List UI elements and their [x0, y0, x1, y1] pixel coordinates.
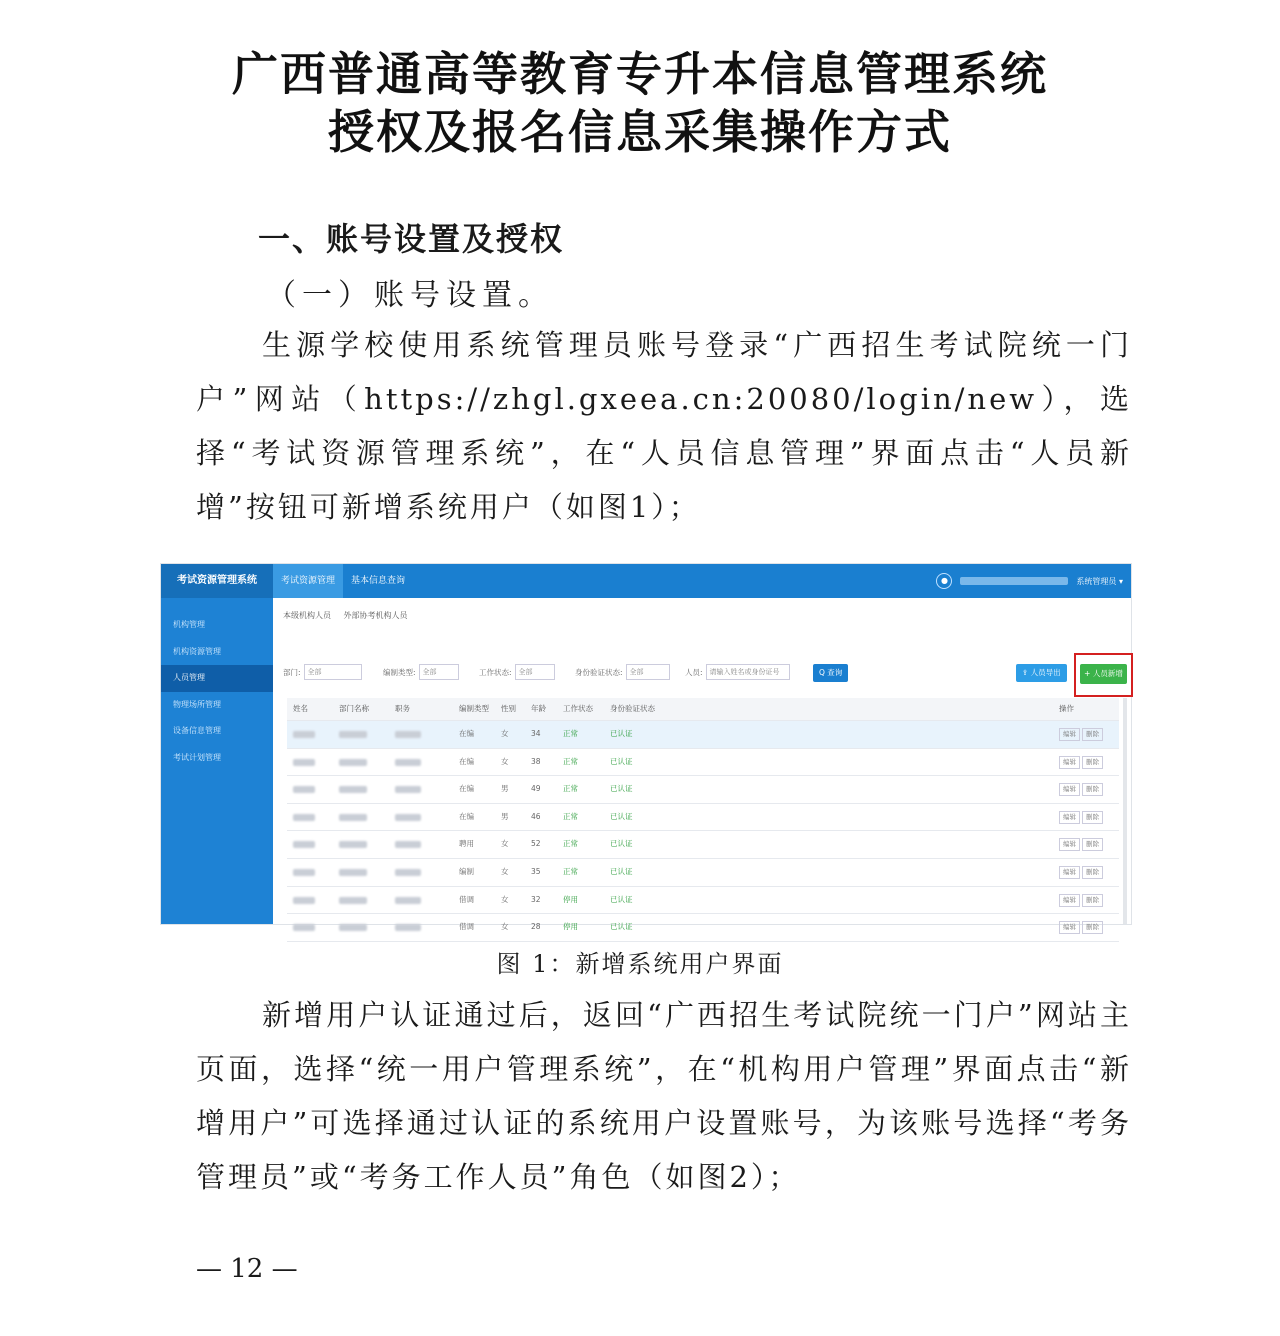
tab-external-staff[interactable]: 外部协考机构人员: [343, 611, 408, 620]
cell-age: 49: [531, 784, 541, 794]
blurred-name: [293, 887, 315, 915]
blurred-name: [293, 749, 315, 777]
cell-sex: 女: [501, 756, 509, 766]
blurred-user-name: [960, 577, 1068, 585]
user-menu[interactable]: [936, 564, 1123, 598]
filter-verify-label: 身份验证状态:: [575, 667, 623, 677]
top-navbar: [161, 564, 1131, 598]
blurred-position: [395, 859, 421, 887]
row-actions: [1059, 776, 1105, 802]
delete-button[interactable]: 删除: [1082, 756, 1103, 769]
cell-type: 借调: [459, 894, 474, 904]
col-position: 职务: [395, 704, 410, 713]
page-number: — 12 —: [196, 1254, 298, 1284]
cell-work-status: 正常: [563, 839, 578, 849]
delete-button[interactable]: 删除: [1082, 783, 1103, 796]
delete-button[interactable]: 删除: [1082, 728, 1103, 741]
filter-type: [383, 664, 459, 680]
blurred-position: [395, 749, 421, 777]
cell-type: 编制: [459, 866, 474, 876]
doc-title-line2: 授权及报名信息采集操作方式: [328, 105, 952, 159]
delete-button[interactable]: 删除: [1082, 866, 1103, 879]
cell-type: 在编: [459, 784, 474, 794]
row-actions: [1059, 859, 1105, 885]
tab-basic-info-query[interactable]: 基本信息查询: [351, 576, 406, 586]
col-type: 编制类型: [459, 704, 489, 713]
cell-sex: 男: [501, 784, 509, 794]
cell-type: 在编: [459, 729, 474, 738]
cell-verify-status: 已认证: [610, 729, 633, 738]
cell-age: 28: [531, 922, 541, 932]
cell-work-status: 正常: [563, 866, 578, 876]
subsection-heading: （一）账号设置。: [266, 278, 554, 313]
table-row[interactable]: [287, 721, 1119, 749]
blurred-dept: [339, 804, 367, 832]
blurred-name: [293, 859, 315, 887]
edit-button[interactable]: 编辑: [1059, 838, 1080, 851]
col-actions: 操作: [1059, 704, 1074, 713]
search-button[interactable]: Q 查询: [813, 664, 848, 682]
blurred-dept: [339, 914, 367, 942]
sidebar-item-exam-plan[interactable]: 考试计划管理: [173, 752, 221, 762]
delete-button[interactable]: 删除: [1082, 838, 1103, 851]
tab-exam-resource[interactable]: 考试资源管理: [273, 564, 343, 598]
sidebar-item-venue[interactable]: 物理场所管理: [173, 699, 221, 709]
row-actions: [1059, 804, 1105, 830]
blurred-dept: [339, 859, 367, 887]
table-row[interactable]: [287, 914, 1119, 942]
table-row[interactable]: [287, 887, 1119, 915]
row-actions: [1059, 721, 1105, 747]
cell-work-status: 正常: [563, 784, 578, 794]
cell-verify-status: 已认证: [610, 839, 633, 849]
add-person-button[interactable]: + 人员新增: [1080, 664, 1127, 684]
edit-button[interactable]: 编辑: [1059, 756, 1080, 769]
doc-title-line1: 广西普通高等教育专升本信息管理系统: [232, 47, 1048, 101]
edit-button[interactable]: 编辑: [1059, 894, 1080, 907]
dept-select[interactable]: 全部: [304, 664, 362, 680]
cell-verify-status: 已认证: [610, 866, 633, 876]
section-heading: 一、账号设置及授权: [258, 220, 565, 258]
tab-internal-staff[interactable]: 本级机构人员: [283, 611, 331, 620]
col-verify-status: 身份验证状态: [610, 704, 655, 713]
verify-select[interactable]: 全部: [626, 664, 670, 680]
user-avatar-icon: ●: [936, 573, 952, 589]
filter-work-label: 工作状态:: [479, 667, 512, 677]
blurred-position: [395, 721, 421, 749]
table-header: [287, 698, 1119, 721]
blurred-position: [395, 804, 421, 832]
sidebar-item-org[interactable]: 机构管理: [173, 620, 205, 629]
col-dept: 部门名称: [339, 704, 369, 713]
sidebar-item-org-resource[interactable]: 机构资源管理: [173, 646, 221, 656]
cell-age: 35: [531, 866, 541, 876]
col-sex: 性别: [501, 704, 516, 713]
filter-work: [479, 664, 555, 680]
figure-1-screenshot: [160, 563, 1132, 932]
col-work-status: 工作状态: [563, 704, 593, 713]
blurred-position: [395, 831, 421, 859]
col-name: 姓名: [293, 704, 308, 713]
cell-type: 借调: [459, 922, 474, 932]
cell-sex: 女: [501, 729, 509, 738]
filter-type-label: 编制类型:: [383, 667, 416, 677]
cell-sex: 女: [501, 922, 509, 932]
edit-button[interactable]: 编辑: [1059, 783, 1080, 796]
edit-button[interactable]: 编辑: [1059, 811, 1080, 824]
table-row[interactable]: [287, 749, 1119, 777]
cell-work-status: 正常: [563, 811, 578, 821]
paragraph-user-role: 新增用户认证通过后，返回“广西招生考试院统一门户”网站主页面，选择“统一用户管理系统”，在“机构用户管理”界面点击“新增用户”可选择通过认证的系统用户设置账号，为该账号选择“考务管理员”或“考务工作人员”角色（如图2）；: [196, 998, 1132, 1194]
blurred-name: [293, 776, 315, 804]
sub-tabs: [283, 610, 418, 621]
filter-person: [685, 664, 790, 680]
table-row[interactable]: [287, 804, 1119, 832]
cell-age: 34: [531, 729, 541, 738]
delete-button[interactable]: 删除: [1082, 811, 1103, 824]
cell-verify-status: 已认证: [610, 784, 633, 794]
table-body: [287, 721, 1119, 942]
main-panel: [273, 598, 1131, 932]
cell-age: 32: [531, 894, 541, 904]
cell-work-status: 正常: [563, 756, 578, 766]
highlight-box: [1074, 653, 1133, 697]
cell-work-status: 停用: [563, 922, 578, 932]
table-scrollbar[interactable]: [1123, 698, 1127, 924]
cell-verify-status: 已认证: [610, 811, 633, 821]
table-row[interactable]: [287, 831, 1119, 859]
cell-work-status: 正常: [563, 729, 578, 738]
blurred-dept: [339, 721, 367, 749]
blurred-position: [395, 887, 421, 915]
filter-dept-label: 部门:: [283, 667, 301, 677]
cell-work-status: 停用: [563, 894, 578, 904]
cell-type: 在编: [459, 811, 474, 821]
cell-verify-status: 已认证: [610, 756, 633, 766]
blurred-dept: [339, 749, 367, 777]
type-select[interactable]: 全部: [419, 664, 459, 680]
cell-verify-status: 已认证: [610, 894, 633, 904]
figure-caption: 图 1：新增系统用户界面: [496, 950, 784, 978]
cell-sex: 女: [501, 894, 509, 904]
work-select[interactable]: 全部: [515, 664, 555, 680]
blurred-position: [395, 776, 421, 804]
blurred-name: [293, 721, 315, 749]
cell-age: 38: [531, 756, 541, 766]
user-role: 系统管理员 ▾: [1076, 576, 1123, 586]
filter-person-label: 人员:: [685, 667, 703, 677]
filter-dept: [283, 664, 362, 680]
blurred-name: [293, 914, 315, 942]
sidebar-item-personnel[interactable]: 人员管理: [161, 665, 273, 692]
blurred-name: [293, 831, 315, 859]
sidebar-item-device[interactable]: 设备信息管理: [173, 726, 221, 736]
export-button[interactable]: ⇪ 人员导出: [1016, 664, 1067, 682]
row-actions: [1059, 831, 1105, 857]
sidebar: [161, 598, 273, 924]
filter-verify: [575, 664, 670, 680]
edit-button[interactable]: 编辑: [1059, 728, 1080, 741]
row-actions: [1059, 887, 1105, 913]
blurred-dept: [339, 887, 367, 915]
filter-bar: [283, 664, 1123, 682]
cell-type: 在编: [459, 756, 474, 766]
edit-button[interactable]: 编辑: [1059, 921, 1080, 934]
cell-sex: 男: [501, 811, 509, 821]
delete-button[interactable]: 删除: [1082, 921, 1103, 934]
row-actions: [1059, 749, 1105, 775]
cell-type: 聘用: [459, 839, 474, 849]
cell-verify-status: 已认证: [610, 922, 633, 932]
edit-button[interactable]: 编辑: [1059, 866, 1080, 879]
table-row[interactable]: [287, 776, 1119, 804]
cell-age: 46: [531, 811, 541, 821]
cell-age: 52: [531, 839, 541, 849]
blurred-dept: [339, 831, 367, 859]
blurred-position: [395, 914, 421, 942]
cell-sex: 女: [501, 839, 509, 849]
person-search-input[interactable]: 请输入姓名或身份证号: [706, 664, 790, 680]
delete-button[interactable]: 删除: [1082, 894, 1103, 907]
cell-sex: 女: [501, 866, 509, 876]
paragraph-account-setup: 生源学校使用系统管理员账号登录“广西招生考试院统一门户”网站（https://zhgl.gxeea.cn:20080/login/new），选择“考试资源管理系统”，在“人员信息管理”界面点击“人员新增”按钮可新增系统用户（如图1）；: [196, 328, 1132, 524]
col-age: 年龄: [531, 704, 546, 713]
blurred-name: [293, 804, 315, 832]
blurred-dept: [339, 776, 367, 804]
personnel-table: [287, 698, 1119, 942]
table-row[interactable]: [287, 859, 1119, 887]
system-brand: 考试资源管理系统: [161, 564, 273, 598]
row-actions: [1059, 914, 1105, 940]
